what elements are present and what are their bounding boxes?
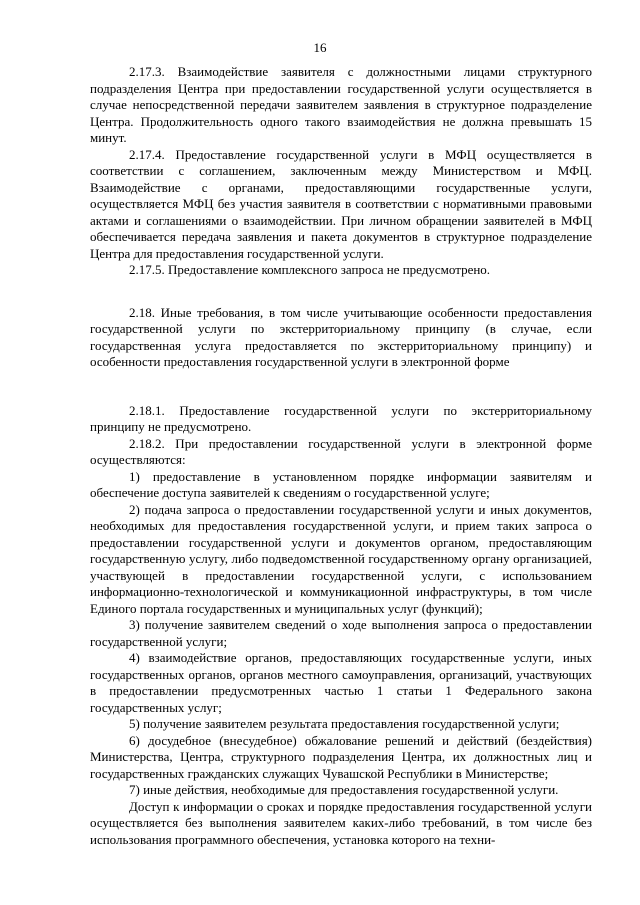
list-item-6: 6) досудебное (внесудебное) обжалование решений и действий (бездействия) Министерства, Центра, структурного подразделения Центра, их должностных лиц и государственных гражданских служащих Чувашской Республики в Министерстве; [90, 732, 592, 781]
list-item-3: 3) получение заявителем сведений о ходе выполнения запроса о предоставлении государственной услуги; [90, 617, 592, 649]
section-heading-2-18: 2.18. Иные требования, в том числе учитывающие особенности предоставления государственной услуги по экстерриториальному принципу (в случае, если государственная услуга предоставляется по экстерриториальному принципу) и особенности предоставления государственной услуги в электронной форме [90, 304, 592, 369]
document-body [90, 64, 592, 848]
paragraph-2-17-5: 2.17.5. Предоставление комплексного запроса не предусмотрено. [129, 262, 491, 277]
paragraph-access-info: Доступ к информации о сроках и порядке предоставления государственной услуги осуществляется без выполнения заявителем каких-либо требований, в том числе без использования программного обеспечения, установка которого на техни- [90, 798, 592, 847]
list-item-1: 1) предоставление в установленном порядке информации заявителям и обеспечение доступа заявителей к сведениям о государственной услуге; [90, 468, 592, 500]
list-item-7: 7) иные действия, необходимые для предоставления государственной услуги. [129, 782, 559, 797]
paragraph-2-18-2: 2.18.2. При предоставлении государственной услуги в электронной форме осуществляются: [90, 435, 592, 467]
list-item-4: 4) взаимодействие органов, предоставляющих государственные услуги, иных государственных органов, органов местного самоуправления, организаций, участвующих в предоставлении предусмотренных частью 1 статьи 1 Федерального закона государственных услуг; [90, 650, 592, 715]
list-item-2: 2) подача запроса о предоставлении государственной услуги и иных документов, необходимых для предоставления государственной услуги, и прием таких запроса о предоставлении государственной услуги и документов органом, предоставляющим государственную услугу, либо подведомственной государственному органу организацией, участвующей в предоставлении государственной услуги, с использованием информационно-технологической и коммуникационной инфраструктуры, в том числе Единого портала государственных и муниципальных услуг (функций); [90, 501, 592, 616]
page-number: 16 [313, 40, 327, 55]
paragraph-2-17-3: 2.17.3. Взаимодействие заявителя с должностными лицами структурного подразделения Центра при предоставлении государственной услуги осуществляется в случае непосредственной передачи заявителем заявления в структурное подразделение Центра. Продолжительность одного такого взаимодействия не должна превышать 15 минут. [90, 64, 592, 145]
list-item-5: 5) получение заявителем результата предоставления государственной услуги; [129, 716, 560, 731]
paragraph-2-18-1: 2.18.1. Предоставление государственной услуги по экстерриториальному принципу не предусмотрено. [90, 402, 592, 434]
paragraph-2-17-4: 2.17.4. Предоставление государственной услуги в МФЦ осуществляется в соответствии с соглашением, заключенным между Министерством и МФЦ. Взаимодействие с органами, предоставляющими государственные услуги, осуществляется МФЦ без участия заявителя в соответствии с нормативными правовыми актами и соглашениями о взаимодействии. При личном обращении заявителей в МФЦ обеспечивается передача заявления и пакета документов в структурное подразделение Центра для предоставления государственной услуги. [90, 146, 592, 261]
